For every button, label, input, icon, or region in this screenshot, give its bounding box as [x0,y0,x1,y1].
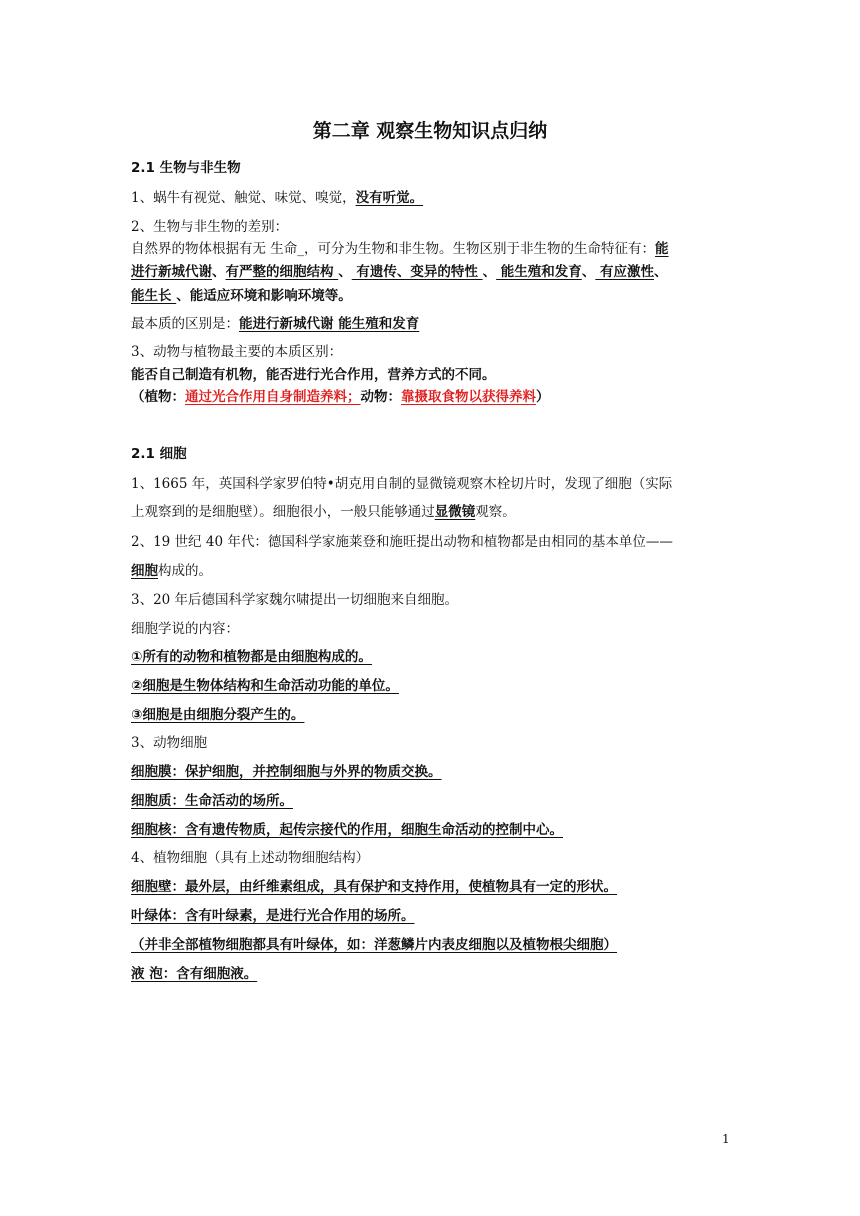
paragraph: （植物：通过光合作用自身制造养料；动物：靠摄取食物以获得养料） [131,389,550,405]
paragraph: 2、19 世纪 40 年代：德国科学家施莱登和施旺提出动物和植物都是由相同的基本单位—— [131,534,673,550]
paragraph: 1、1665 年，英国科学家罗伯特•胡克用自制的显微镜观察木栓切片时，发现了细胞（实际 [131,476,673,492]
page-number: 1 [722,1132,730,1146]
list-item: 叶绿体：含有叶绿素，是进行光合作用的场所。 [131,908,415,924]
paragraph: 能生长 、能适应环境和影响环境等。 [131,288,352,304]
list-item: 细胞核：含有遗传物质，起传宗接代的作用，细胞生命活动的控制中心。 [131,822,563,838]
list-item: （并非全部植物细胞都具有叶绿体，如：洋葱鳞片内表皮细胞以及植物根尖细胞） [131,937,617,953]
paragraph: 3、动物与植物最主要的本质区别： [131,344,343,360]
paragraph: 自然界的物体根据有无 生命_，可分为生物和非生物。生物区别于非生物的生命特征有：能 [131,241,669,257]
list-item: ①所有的动物和植物都是由细胞构成的。 [131,649,372,665]
paragraph: 3、20 年后德国科学家魏尔啸提出一切细胞来自细胞。 [131,592,459,608]
page-title: 第二章 观察生物知识点归纳 [312,120,548,142]
list-item: ②细胞是生物体结构和生命活动功能的单位。 [131,678,399,694]
paragraph: 上观察到的是细胞壁）。细胞很小，一般只能够通过显微镜观察。 [131,504,516,520]
list-item: 液 泡：含有细胞液。 [131,966,258,982]
section-heading: 2.1 生物与非生物 [131,160,241,176]
list-item: 细胞壁：最外层，由纤维素组成，具有保护和支持作用，使植物具有一定的形状。 [131,879,617,895]
section-heading: 2.1 细胞 [131,446,187,462]
list-item: 细胞膜：保护细胞，并控制细胞与外界的物质交换。 [131,764,442,780]
paragraph: 进行新城代谢、有严整的细胞结构 、 有遗传、变异的特性 、 能生殖和发育、 有应激性、 [131,264,668,280]
paragraph: 4、植物细胞（具有上述动物细胞结构） [131,850,370,866]
list-item: ③细胞是由细胞分裂产生的。 [131,707,305,723]
paragraph: 细胞学说的内容： [131,621,239,637]
paragraph: 细胞构成的。 [131,563,212,579]
paragraph: 3、动物细胞 [131,735,208,751]
list-item: 细胞质：生命活动的场所。 [131,793,293,809]
paragraph: 最本质的区别是：能进行新城代谢 能生殖和发育 [131,316,420,332]
paragraph: 1、蜗牛有视觉、触觉、味觉、嗅觉，没有听觉。 [131,190,424,206]
paragraph: 2、生物与非生物的差别： [131,219,289,235]
paragraph: 能否自己制造有机物，能否进行光合作用，营养方式的不同。 [131,367,496,383]
